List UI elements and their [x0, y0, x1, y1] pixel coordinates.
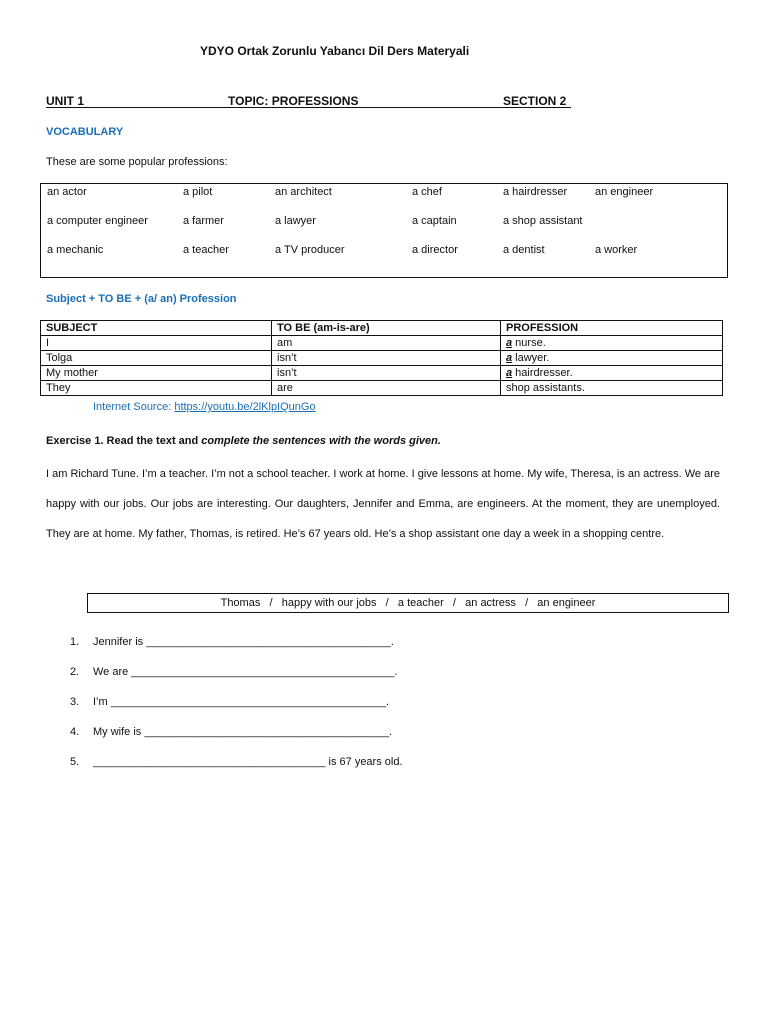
article-text: a: [506, 367, 513, 379]
vocabulary-intro: These are some popular professions:: [46, 156, 228, 168]
profession-cell: [501, 381, 723, 396]
vocabulary-heading: VOCABULARY: [46, 126, 124, 138]
vocabulary-word: a mechanic: [47, 244, 104, 256]
to-be-cell: am: [272, 336, 501, 351]
exercise-item: [70, 696, 389, 708]
exercise-heading-italic: complete the sentences with the words given.: [201, 435, 441, 447]
item-text: We are ___________________________________________.: [93, 666, 398, 678]
exercise-heading: [46, 435, 441, 447]
to-be-cell: isn’t: [272, 351, 501, 366]
item-text: I’m _____________________________________________.: [93, 696, 390, 708]
column-header-to-be: TO BE (am-is-are): [272, 321, 501, 336]
exercise-item: [70, 756, 403, 768]
vocabulary-word: a hairdresser: [503, 186, 568, 198]
profession-cell: [501, 366, 723, 381]
to-be-cell: isn’t: [272, 366, 501, 381]
item-number: 1.: [70, 636, 80, 648]
to-be-cell: are: [272, 381, 501, 396]
vocabulary-word: an architect: [275, 186, 332, 198]
topic-label: TOPIC: PROFESSIONS: [228, 94, 359, 108]
vocabulary-row: [41, 186, 727, 200]
grammar-heading: Subject + TO BE + (a/ an) Profession: [46, 293, 237, 305]
table-row: [41, 336, 723, 351]
vocabulary-row: [41, 244, 727, 258]
exercise-item: [70, 726, 392, 738]
vocabulary-word: a director: [412, 244, 458, 256]
column-header-profession: PROFESSION: [501, 321, 723, 336]
article-text: a: [506, 337, 513, 349]
source-link[interactable]: https://youtu.be/2lKlpIQunGo: [174, 401, 316, 413]
profession-cell: [501, 351, 723, 366]
item-text: Jennifer is ________________________________________.: [93, 636, 394, 648]
table-row: [41, 366, 723, 381]
profession-cell: [501, 336, 723, 351]
unit-label: UNIT 1: [46, 94, 85, 108]
table-row: [41, 381, 723, 396]
item-number: 5.: [70, 756, 80, 768]
vocabulary-word: a farmer: [183, 215, 224, 227]
table-header-row: [41, 321, 723, 336]
internet-source: [93, 401, 316, 413]
item-text: My wife is ________________________________________.: [93, 726, 393, 738]
exercise-item: [70, 666, 397, 678]
source-label: Internet Source:: [93, 401, 175, 413]
vocabulary-word: a teacher: [183, 244, 229, 256]
section-label: SECTION 2: [503, 94, 567, 108]
document-title: YDYO Ortak Zorunlu Yabancı Dil Ders Materyali: [200, 44, 470, 58]
vocabulary-box: [40, 183, 728, 278]
vocabulary-word: a captain: [412, 215, 457, 227]
item-text: ______________________________________ is 67 years old.: [93, 756, 403, 768]
item-number: 3.: [70, 696, 80, 708]
reading-paragraph: I am Richard Tune. I’m a teacher. I’m not a school teacher. I work at home. I give lessons at home. My wife, Theresa, is an actress. We are happy with our jobs. Our jobs are interesting. Our daughters, Jennifer and Emma, are engineers. At the moment, they are unemployed. They are at home. My father, Thomas, is retired. He’s 67 years old. He’s a shop assistant one day a week in a shopping centre.: [46, 468, 720, 540]
vocabulary-word: a chef: [412, 186, 442, 198]
subject-cell: I: [41, 336, 272, 351]
vocabulary-word: a lawyer: [275, 215, 316, 227]
profession-text: nurse.: [512, 337, 546, 349]
vocabulary-word: a pilot: [183, 186, 213, 198]
vocabulary-word: a TV producer: [275, 244, 345, 256]
vocabulary-word: an engineer: [595, 186, 654, 198]
subject-cell: They: [41, 381, 272, 396]
subject-cell: My mother: [41, 366, 272, 381]
table-row: [41, 351, 723, 366]
vocabulary-row: [41, 215, 727, 229]
profession-text: hairdresser.: [512, 367, 573, 379]
profession-text: shop assistants.: [506, 382, 585, 394]
word-bank-box: Thomas / happy with our jobs / a teacher / an actress / an engineer: [87, 593, 729, 613]
article-text: a: [506, 352, 513, 364]
vocabulary-word: a worker: [595, 244, 638, 256]
header-underline: [46, 107, 571, 108]
item-number: 4.: [70, 726, 80, 738]
exercise-item: [70, 636, 394, 648]
subject-cell: Tolga: [41, 351, 272, 366]
vocabulary-word: a shop assistant: [503, 215, 583, 227]
column-header-subject: SUBJECT: [41, 321, 272, 336]
profession-text: lawyer.: [512, 352, 550, 364]
vocabulary-word: an actor: [47, 186, 87, 198]
exercise-heading-bold: Exercise 1. Read the text and: [46, 435, 202, 447]
vocabulary-word: a computer engineer: [47, 215, 148, 227]
grammar-table: [40, 320, 723, 396]
item-number: 2.: [70, 666, 80, 678]
vocabulary-word: a dentist: [503, 244, 545, 256]
